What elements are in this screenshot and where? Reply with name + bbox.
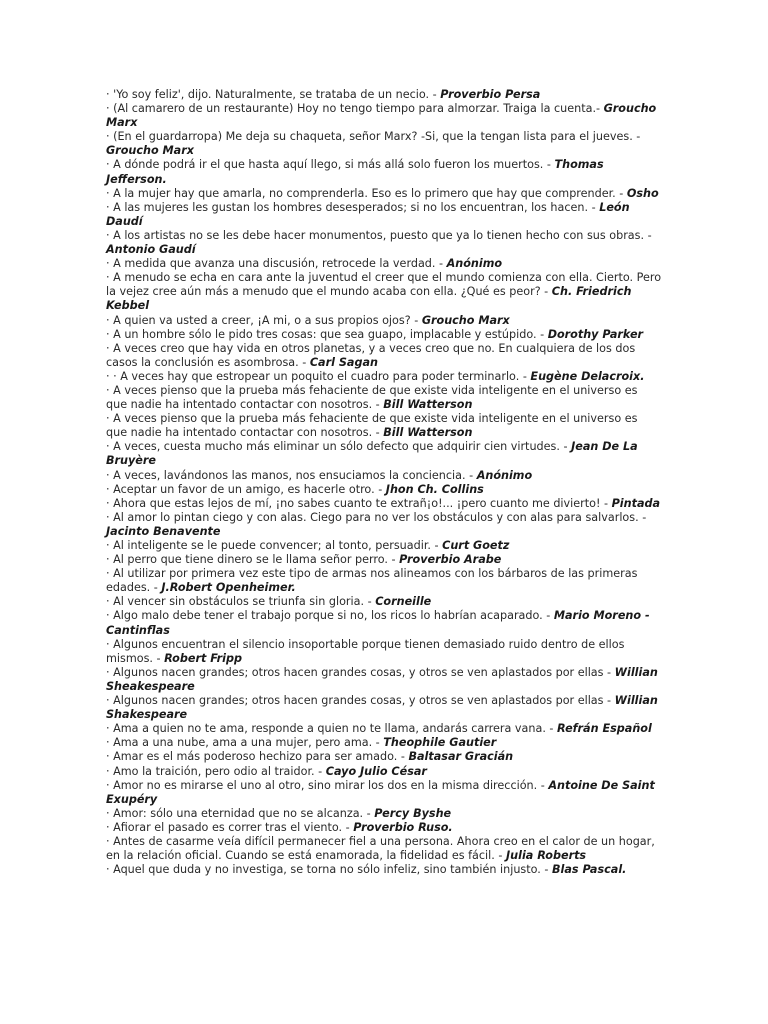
- quote-item: [106, 130, 662, 158]
- quote-author: Jhon Ch. Collins: [385, 482, 484, 496]
- quote-author: Antoine De Saint Exupéry: [106, 778, 655, 806]
- quote-text: · Ama a una nube, ama a una mujer, pero ama. -: [106, 736, 384, 750]
- quote-item: [106, 201, 662, 229]
- quote-item: [106, 779, 662, 807]
- quote-list: [106, 88, 662, 877]
- quote-item: [106, 88, 662, 102]
- quote-author: J.Robert Openheimer.: [161, 581, 296, 595]
- quote-text: · · A veces hay que estropear un poquito el cuadro para poder terminarlo. -: [106, 369, 531, 383]
- quote-item: [106, 807, 662, 821]
- quote-item: [106, 567, 662, 595]
- quote-item: [106, 314, 662, 328]
- quote-text: · A veces pienso que la prueba más fehaciente de que existe vida inteligente en el universo es que nadie ha intentado contactar con nosotros. -: [106, 412, 638, 440]
- quote-text: · A dónde podrá ir el que hasta aquí llego, si más allá solo fueron los muertos. -: [106, 158, 555, 172]
- quote-author: Jacinto Benavente: [106, 524, 221, 538]
- quote-author: Robert Fripp: [164, 651, 243, 665]
- quote-author: Jean De La Bruyère: [106, 440, 638, 468]
- quote-item: [106, 102, 662, 130]
- quote-author: Refrán Español: [557, 722, 652, 736]
- quote-author: Bill Watterson: [383, 426, 473, 440]
- quote-item: [106, 497, 662, 511]
- quote-item: [106, 666, 662, 694]
- quote-item: [106, 370, 662, 384]
- quote-author: Bill Watterson: [383, 398, 473, 412]
- quote-text: · Afiorar el pasado es correr tras el viento. -: [106, 820, 354, 834]
- quote-item: [106, 539, 662, 553]
- quote-author: Anónimo: [446, 257, 503, 271]
- quote-item: [106, 328, 662, 342]
- quote-text: · Ahora que estas lejos de mí, ¡no sabes cuanto te extrañ¡o!... ¡pero cuanto me divierto! -: [106, 496, 612, 510]
- quote-item: [106, 342, 662, 370]
- quote-author: Groucho Marx: [106, 144, 194, 158]
- quote-author: Theophile Gautier: [383, 736, 497, 750]
- quote-author: Percy Byshe: [374, 806, 452, 820]
- quote-text: · Algunos nacen grandes; otros hacen grandes cosas, y otros se ven aplastados por ellas -: [106, 694, 615, 708]
- quote-author: Anónimo: [476, 468, 533, 482]
- quote-item: [106, 412, 662, 440]
- quote-text: · (En el guardarropa) Me deja su chaqueta, señor Marx? -Si, que la tengan lista para el jueves. -: [106, 130, 641, 144]
- quote-item: [106, 440, 662, 468]
- quote-text: · A medida que avanza una discusión, retrocede la verdad. -: [106, 257, 447, 271]
- quote-text: · Ama a quien no te ama, responde a quien no te llama, andarás carrera vana. -: [106, 722, 558, 736]
- quote-text: · Amo la traición, pero odio al traidor. -: [106, 764, 326, 778]
- quote-author: Antonio Gaudí: [106, 243, 196, 257]
- quote-item: [106, 271, 662, 313]
- quote-item: [106, 835, 662, 863]
- quote-author: Proverbio Arabe: [399, 553, 502, 567]
- quote-author: Blas Pascal.: [551, 863, 627, 877]
- quote-item: [106, 821, 662, 835]
- quote-text: · A veces creo que hay vida en otros planetas, y a veces creo que no. En cualquiera de los dos casos la conclusión es asombrosa. -: [106, 341, 636, 369]
- quote-author: Osho: [626, 186, 659, 200]
- quote-text: · Al vencer sin obstáculos se triunfa sin gloria. -: [106, 595, 376, 609]
- quote-text: · Aceptar un favor de un amigo, es hacerle otro. -: [106, 482, 386, 496]
- quote-author: León Daudí: [106, 200, 630, 228]
- quote-text: · Algo malo debe tener el trabajo porque si no, los ricos lo habrían acaparado. -: [106, 609, 554, 623]
- quote-text: · A quien va usted a creer, ¡A mi, o a sus propios ojos? -: [106, 313, 422, 327]
- quote-item: [106, 158, 662, 186]
- quote-author: Curt Goetz: [442, 539, 510, 552]
- quote-item: [106, 765, 662, 779]
- quote-author: Groucho Marx: [421, 313, 510, 327]
- quote-text: · Amor: sólo una eternidad que no se alcanza. -: [106, 806, 375, 820]
- quote-text: · Antes de casarme veía difícil permanecer fiel a una persona. Ahora creo en el calor de un hogar, en la relación oficial. Cuando se está enamorada, la fidelidad es fácil. -: [106, 834, 655, 863]
- quote-text: · Al perro que tiene dinero se le llama señor perro. -: [106, 553, 400, 567]
- quote-text: · A veces pienso que la prueba más fehaciente de que existe vida inteligente en el universo es que nadie ha intentado contactar con nosotros. -: [106, 383, 638, 412]
- quote-author: Corneille: [375, 595, 432, 609]
- quote-text: · Amor no es mirarse el uno al otro, sino mirar los dos en la misma dirección. -: [106, 778, 549, 792]
- quote-author: Julia Roberts: [505, 849, 587, 863]
- quote-item: [106, 736, 662, 750]
- quote-item: [106, 750, 662, 764]
- quote-author: Thomas Jefferson.: [106, 158, 604, 186]
- quote-text: · Amar es el más poderoso hechizo para ser amado. -: [106, 750, 409, 764]
- quote-author: Groucho Marx: [106, 102, 657, 130]
- quote-text: · Algunos encuentran el silencio insoportable porque tienen demasiado ruido dentro de ellos mismos. -: [106, 637, 625, 665]
- quote-author: Willian Sheakespeare: [106, 665, 658, 693]
- quote-text: · A menudo se echa en cara ante la juventud el creer que el mundo comienza con ella. Cierto. Pero la vejez cree aún más a menudo que el mundo acaba con ella. ¿Qué es peor? -: [106, 271, 662, 299]
- quote-item: [106, 722, 662, 736]
- quote-author: Baltasar Gracián: [408, 750, 514, 764]
- quote-item: [106, 609, 662, 637]
- quote-author: Carl Sagan: [309, 355, 378, 369]
- quote-text: · A veces, cuesta mucho más eliminar un sólo defecto que adquirir cien virtudes. -: [106, 440, 572, 454]
- quote-item: [106, 595, 662, 609]
- quote-text: · Al inteligente se le puede convencer; al tonto, persuadir. -: [106, 539, 443, 552]
- quote-item: [106, 469, 662, 483]
- quote-author: Mario Moreno - Cantinflas: [106, 609, 650, 637]
- quote-author: Eugène Delacroix.: [530, 369, 645, 383]
- quote-item: [106, 694, 662, 722]
- quote-item: [106, 863, 662, 877]
- quote-text: · Algunos nacen grandes; otros hacen grandes cosas, y otros se ven aplastados por ellas -: [106, 665, 615, 679]
- quote-author: Proverbio Persa: [440, 88, 541, 101]
- quote-text: · 'Yo soy feliz', dijo. Naturalmente, se trataba de un necio. -: [106, 88, 441, 101]
- quote-item: [106, 257, 662, 271]
- quote-text: · (Al camarero de un restaurante) Hoy no tengo tiempo para almorzar. Traiga la cuenta.-: [106, 102, 604, 116]
- quote-item: [106, 187, 662, 201]
- quote-author: Dorothy Parker: [547, 327, 644, 341]
- quote-author: Ch. Friedrich Kebbel: [106, 285, 632, 313]
- quote-text: · A los artistas no se les debe hacer monumentos, puesto que ya lo tienen hecho con sus obras. -: [106, 228, 652, 242]
- quote-author: Pintada: [611, 496, 661, 510]
- quote-item: [106, 229, 662, 257]
- quote-text: · A veces, lavándonos las manos, nos ensuciamos la conciencia. -: [106, 468, 477, 482]
- quote-author: Willian Shakespeare: [106, 694, 658, 722]
- quote-text: · Aquel que duda y no investiga, se torna no sólo infeliz, sino también injusto. -: [106, 863, 552, 877]
- quote-text: · A un hombre sólo le pido tres cosas: que sea guapo, implacable y estúpido. -: [106, 327, 548, 341]
- quote-item: [106, 384, 662, 412]
- quote-item: [106, 638, 662, 666]
- quote-text: · A la mujer hay que amarla, no comprenderla. Eso es lo primero que hay que comprender. -: [106, 186, 627, 200]
- quote-author: Proverbio Ruso.: [353, 820, 453, 834]
- quote-text: · A las mujeres les gustan los hombres desesperados; si no los encuentran, los hacen. -: [106, 200, 600, 214]
- quote-item: [106, 483, 662, 497]
- quote-item: [106, 553, 662, 567]
- quote-item: [106, 511, 662, 539]
- quote-text: · Al amor lo pintan ciego y con alas. Ciego para no ver los obstáculos y con alas para salvarlos. -: [106, 510, 647, 524]
- quote-text: · Al utilizar por primera vez este tipo de armas nos alineamos con los bárbaros de las primeras edades. -: [106, 567, 638, 595]
- quote-author: Cayo Julio César: [325, 764, 427, 778]
